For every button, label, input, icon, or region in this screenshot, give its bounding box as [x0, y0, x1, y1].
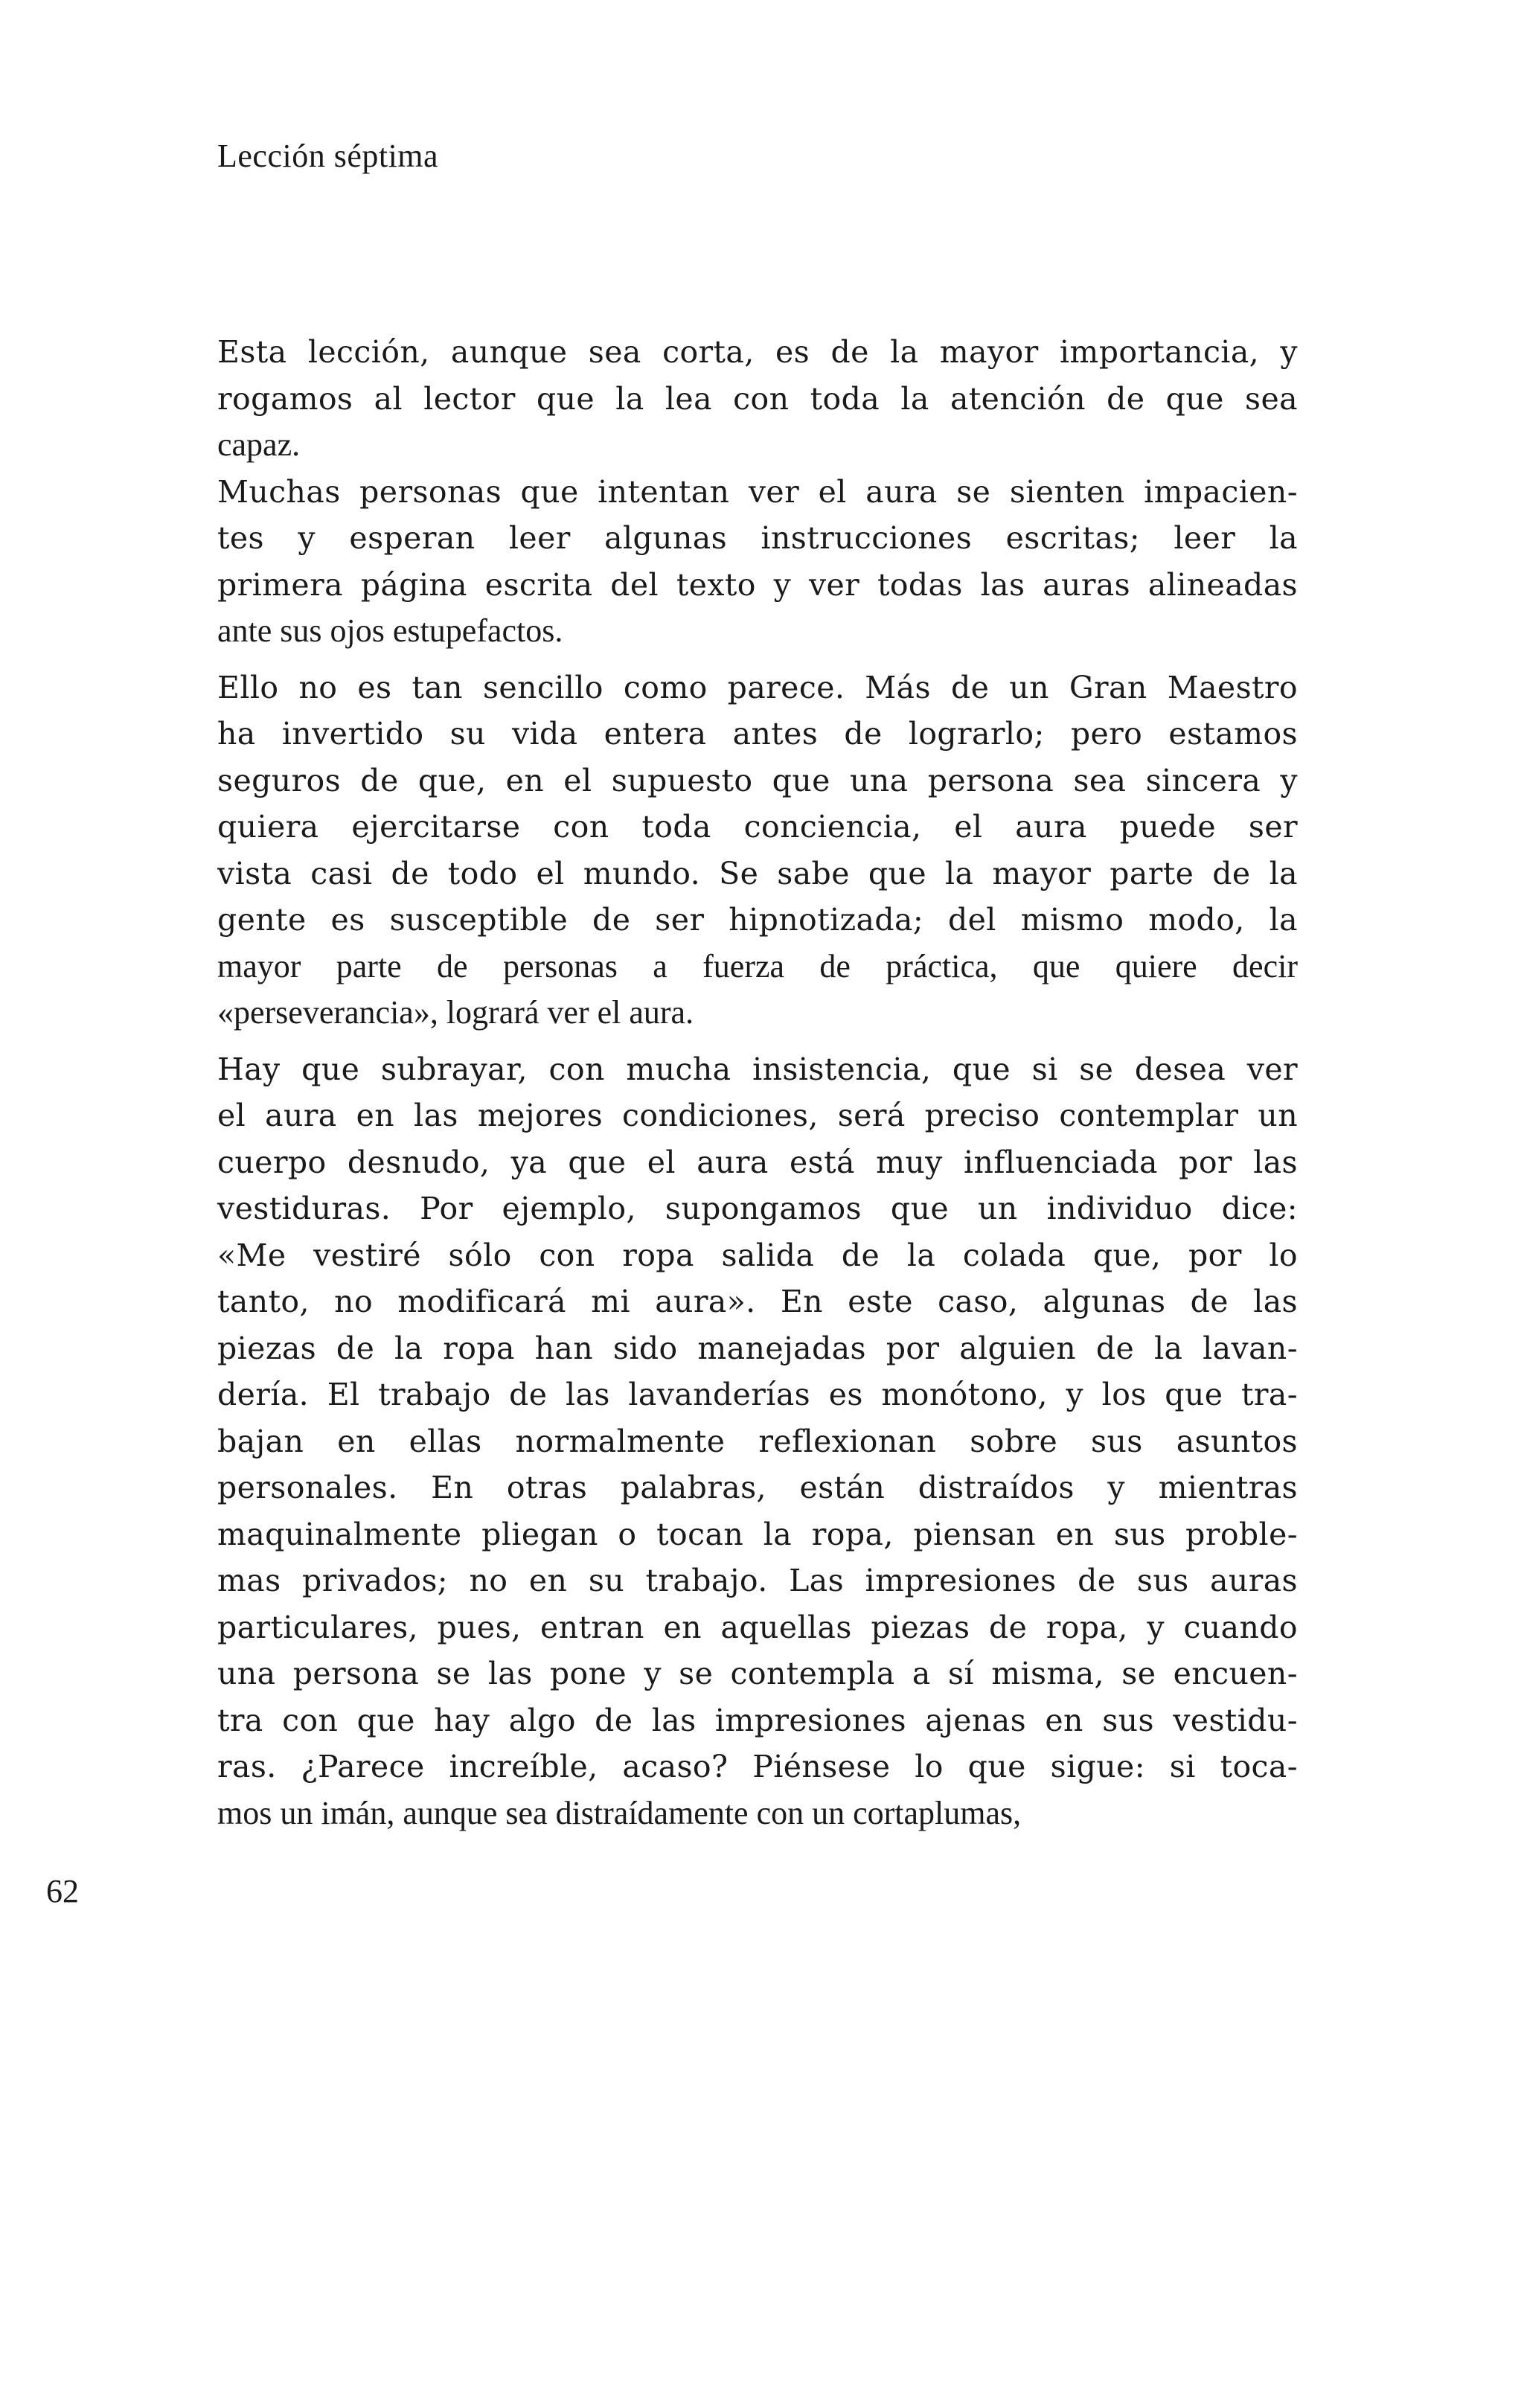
text-line: tes y esperan leer algunas instrucciones escritas; leer la [217, 520, 1298, 556]
text-line: tra con que hay algo de las impresiones ajenas en sus vestidu- [217, 1702, 1298, 1738]
text-line: rogamos al lector que la lea con toda la atención de que sea [217, 380, 1298, 417]
text-line: bajan en ellas normalmente reflexionan sobre sus asuntos [217, 1423, 1298, 1459]
paragraph-2 [217, 469, 1298, 655]
text-line: Esta lección, aunque sea corta, es de la mayor importancia, y [217, 334, 1298, 370]
text-line: ante sus ojos estupefactos. [217, 612, 563, 649]
page-number: 62 [46, 1873, 79, 1909]
text-line: capaz. [217, 426, 301, 463]
text-line: vista casi de todo el mundo. Se sabe que la mayor parte de la [217, 855, 1298, 891]
text-line: Ello no es tan sencillo como parece. Más de un Gran Maestro [217, 669, 1298, 705]
text-line: Hay que subrayar, con mucha insistencia, que si se desea ver [217, 1051, 1298, 1087]
running-head: Lección séptima [217, 138, 439, 174]
text-line: seguros de que, en el supuesto que una persona sea sincera y [217, 762, 1298, 798]
text-line: cuerpo desnudo, ya que el aura está muy influenciada por las [217, 1144, 1298, 1180]
text-line: ha invertido su vida entera antes de lograrlo; pero estamos [217, 716, 1298, 752]
text-line: maquinalmente pliegan o tocan la ropa, piensan en sus proble- [217, 1516, 1298, 1552]
text-line: mos un imán, aunque sea distraídamente con un cortaplumas, [217, 1794, 1022, 1831]
text-line: quiera ejercitarse con toda conciencia, el aura puede ser [217, 809, 1298, 845]
text-line: gente es susceptible de ser hipnotizada; del mismo modo, la [217, 902, 1298, 938]
text-line: «Me vestiré sólo con ropa salida de la colada que, por lo [217, 1237, 1298, 1273]
text-line: «perseverancia», logrará ver el aura. [217, 994, 694, 1031]
text-line: mas privados; no en su trabajo. Las impresiones de sus auras [217, 1563, 1298, 1598]
paragraph-3 [217, 665, 1298, 1037]
paragraph-1 [217, 329, 1298, 469]
text-line: personales. En otras palabras, están distraídos y mientras [217, 1470, 1298, 1505]
text-line: ras. ¿Parece increíble, acaso? Piénsese lo que sigue: si toca- [217, 1749, 1298, 1784]
text-line: el aura en las mejores condiciones, será preciso contemplar un [217, 1098, 1298, 1133]
text-line: Muchas personas que intentan ver el aura se sienten impacien- [217, 473, 1298, 510]
text-line: primera página escrita del texto y ver todas las auras alineadas [217, 566, 1298, 603]
paragraph-4 [217, 1046, 1298, 1837]
text-line: particulares, pues, entran en aquellas piezas de ropa, y cuando [217, 1609, 1298, 1645]
text-line: mayor parte de personas a fuerza de práctica, que quiere decir [217, 947, 1298, 984]
text-line: piezas de la ropa han sido manejadas por alguien de la lavan- [217, 1330, 1298, 1366]
text-line: tanto, no modificará mi aura». En este caso, algunas de las [217, 1284, 1298, 1319]
body-text [217, 329, 1298, 1837]
text-line: una persona se las pone y se contempla a sí misma, se encuen- [217, 1656, 1298, 1691]
text-line: vestiduras. Por ejemplo, supongamos que un individuo dice: [217, 1191, 1298, 1226]
text-line: dería. El trabajo de las lavanderías es monótono, y los que tra- [217, 1377, 1298, 1412]
